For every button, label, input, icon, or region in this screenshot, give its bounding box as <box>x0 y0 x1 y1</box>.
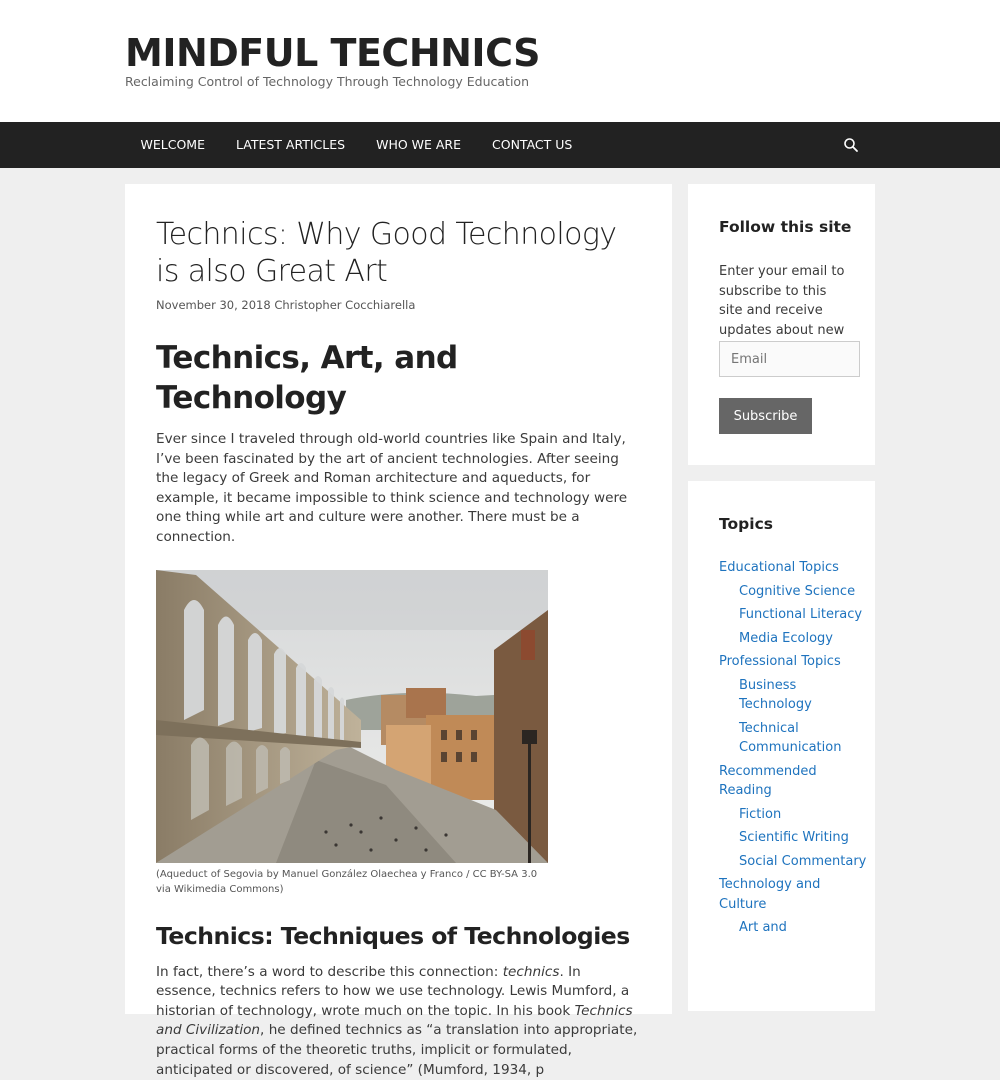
nav-item-welcome[interactable]: WELCOME <box>140 137 205 152</box>
topic-link[interactable]: Professional Topics <box>719 654 841 669</box>
figure-caption: (Aqueduct of Segovia by Manuel González Olaechea y Franco / CC BY-SA 3.0 via Wikimedia Commons) <box>156 868 538 895</box>
body-paragraph <box>156 963 641 1080</box>
nav-menu <box>125 122 588 168</box>
section-heading: Technics: Techniques of Technologies <box>156 921 630 950</box>
topics-list <box>719 558 869 942</box>
subtopic-link[interactable]: Cognitive Science <box>739 583 856 599</box>
text-run: In fact, there’s a word to describe this connection: <box>156 963 503 980</box>
site-title[interactable]: MINDFUL TECHNICS <box>125 31 541 75</box>
italic-term: technics <box>502 963 560 980</box>
article <box>125 184 672 1078</box>
post-title: Technics: Why Good Technology is also Great Art <box>156 217 617 289</box>
subtopic-link[interactable]: Fiction <box>739 806 782 822</box>
widget-title: Topics <box>719 515 773 533</box>
article-figure <box>156 570 548 897</box>
subtopic-link[interactable]: Business Technology <box>739 677 812 712</box>
nav-item-contact-us[interactable]: CONTACT US <box>492 137 573 152</box>
main-navigation <box>0 122 1000 168</box>
post-meta <box>156 298 641 312</box>
intro-paragraph: Ever since I traveled through old-world countries like Spain and Italy, I’ve been fascinated by the art of ancient technologies. After seeing the legacy of Greek and Roman architecture and aqueducts, for example, it became impossible to think science and technology were one thing while art and culture were another. There must be a connection. <box>156 431 628 545</box>
nav-item-latest-articles[interactable]: LATEST ARTICLES <box>235 137 346 152</box>
subtopic-link[interactable]: Technical Communication <box>739 720 842 755</box>
subtopic-link[interactable]: Scientific Writing <box>739 830 849 845</box>
text-run: . In essence, technics refers to how we use technology. Lewis Mumford, a historian of technology, wrote much on the topic. In his book <box>156 963 630 1019</box>
book-title: Technics and Civilization <box>156 1002 633 1039</box>
text-run: , he defined technics as “a translation into appropriate, practical forms of the theoretic truths, implicit or formulated, anticipated or discovered, of science” (Mumford, 1934, p <box>156 1022 638 1078</box>
follow-widget <box>688 184 875 465</box>
follow-description: Enter your email to subscribe to this site and receive updates about new <box>719 264 845 338</box>
subtopic-link[interactable]: Art and <box>739 920 787 935</box>
post-date[interactable]: November 30, 2018 <box>156 298 271 312</box>
post-author[interactable]: Christopher Cocchiarella <box>274 298 416 312</box>
topics-widget <box>688 481 875 1011</box>
topic-link[interactable]: Technology and Culture <box>719 877 821 912</box>
subscribe-button[interactable]: Subscribe <box>719 398 812 434</box>
aqueduct-photo <box>156 570 548 863</box>
subtopic-link[interactable]: Social Commentary <box>739 853 867 869</box>
widget-title: Follow this site <box>719 218 852 236</box>
subtopic-link[interactable]: Media Ecology <box>739 630 834 646</box>
search-icon[interactable] <box>843 137 859 153</box>
site-header <box>0 0 1000 122</box>
topic-link[interactable]: Recommended Reading <box>719 763 817 798</box>
topic-link[interactable]: Educational Topics <box>719 560 839 575</box>
section-heading: Technics, Art, and Technology <box>156 340 458 416</box>
subtopic-link[interactable]: Functional Literacy <box>739 607 863 622</box>
nav-item-who-we-are[interactable]: WHO WE ARE <box>376 137 462 152</box>
site-tagline: Reclaiming Control of Technology Through Technology Education <box>125 74 529 89</box>
email-field[interactable] <box>719 341 860 377</box>
